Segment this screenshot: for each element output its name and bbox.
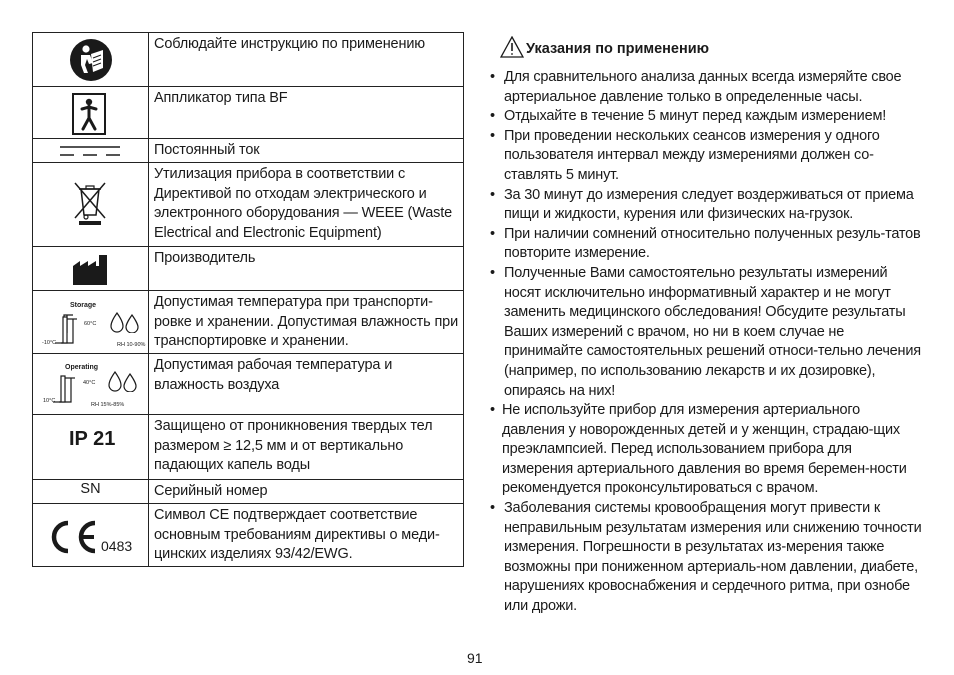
direct-current-icon — [59, 143, 121, 159]
symbol-description: Допустимая рабочая температура и влажность воздуха — [149, 354, 464, 415]
humidity-icon — [109, 311, 141, 333]
symbol-description: Постоянный ток — [149, 139, 464, 163]
symbol-row — [33, 415, 464, 480]
ip-rating-label: IP 21 — [69, 428, 116, 450]
serial-number-symbol: SN — [33, 480, 149, 504]
warning-triangle-icon — [500, 36, 524, 58]
symbol-cell — [33, 87, 149, 139]
operating-label: Operating — [65, 364, 99, 371]
operating-humidity: RH 15%-85% — [91, 402, 125, 408]
symbol-cell — [33, 163, 149, 247]
humidity-icon — [107, 370, 139, 392]
symbol-cell — [33, 139, 149, 163]
storage-temp-high: 60°C — [84, 321, 97, 327]
symbol-row — [33, 354, 464, 415]
list-item: • Полученные Вами самостоятельно результаты измерений носят исключительно информативный характер и не могут заменить медицинского обследования! Обсудите результаты Ваших измерений с врачом, но ни в коем случае не принимайте самостоятельных решений относи-тельно лечения (например, по использованию лекарств и их дозировке), опираясь на них! — [490, 264, 921, 399]
storage-temp-low: -10°C — [42, 340, 57, 346]
list-item: • Не используйте прибор для измерения артериального давления у новорожденных детей и у женщин, страдаю-щих преэклампсией. Перед использованием прибора для измерения артериального давления во время беремен-ности рекомендуется проконсультироваться с врачом. — [490, 402, 907, 497]
symbol-row — [33, 139, 464, 163]
list-item: • При наличии сомнений относительно полученных резуль-татов повторите измерение. — [490, 225, 921, 262]
symbol-row — [33, 291, 464, 354]
symbol-description: Серийный номер — [149, 480, 464, 504]
symbol-row — [33, 480, 464, 504]
list-item: • Заболевания системы кровообращения могут привести к неправильным результатам измерения или снижению точности измерения. Погрешности в результатах из-мерения также возможны при пониженном артериаль-ном давлении, диабете, нарушениях кровоснабжения и сердечного ритма, при ознобе или дрожи. — [490, 500, 922, 615]
symbol-cell — [33, 247, 149, 291]
read-manual-icon — [69, 38, 113, 82]
guidance-section — [490, 36, 924, 617]
page-number: 91 — [467, 650, 483, 666]
symbol-cell — [33, 291, 149, 354]
symbol-row — [33, 504, 464, 567]
guidance-list — [490, 68, 924, 617]
operating-conditions-icon — [33, 354, 148, 414]
storage-humidity: RH 10-90% — [117, 342, 146, 348]
symbol-row — [33, 247, 464, 291]
operating-temp-high: 40°C — [83, 380, 96, 386]
weee-bin-icon — [73, 180, 107, 226]
symbol-cell — [33, 415, 149, 480]
manufacturer-icon — [72, 254, 110, 286]
storage-conditions-icon — [33, 291, 148, 353]
symbol-cell — [33, 33, 149, 87]
list-item: • Для сравнительного анализа данных всегда измеряйте свое артериальное давление только в определенные часы. — [490, 69, 902, 105]
symbol-description: Защищено от проникновения твердых тел размером ≥ 12,5 мм и от вертикально падающих капель воды — [149, 415, 464, 480]
list-item: • При проведении нескольких сеансов измерения у одного пользователя интервал между измерениями должен со-ставлять 5 минут. — [490, 127, 880, 183]
symbol-cell — [33, 354, 149, 415]
symbol-description: Допустимая температура при транспорти-ровке и хранении. Допустимая влажность при транспортировке и хранении. — [149, 291, 464, 354]
symbol-description: Соблюдайте инструкцию по применению — [149, 33, 464, 87]
operating-temp-low: 10°C — [43, 398, 56, 404]
ce-mark-icon — [46, 520, 98, 554]
symbol-row — [33, 163, 464, 247]
guidance-title: Указания по применению — [526, 41, 710, 57]
list-item: • Отдыхайте в течение 5 минут перед каждым измерением! — [490, 108, 887, 125]
symbol-description: Символ CE подтверждает соответствие основным требованиям директивы о меди-цинских изделиях 93/42/EWG. — [149, 504, 464, 567]
notified-body-number: 0483 — [101, 538, 133, 554]
symbol-description: Аппликатор типа BF — [149, 87, 464, 139]
list-item: • За 30 минут до измерения следует воздерживаться от приема пищи и жидкости, курения или физических на-грузок. — [490, 186, 914, 223]
symbol-cell — [33, 504, 149, 567]
type-bf-applicator-icon — [72, 93, 106, 135]
guidance-header — [490, 36, 924, 68]
storage-label: Storage — [70, 302, 97, 309]
symbol-row — [33, 33, 464, 87]
symbol-description: Утилизация прибора в соответствии с Директивой по отходам электрического и электронного оборудования — WEEE (Waste Electrical and Electronic Equipment) — [149, 163, 464, 247]
symbol-description: Производитель — [149, 247, 464, 291]
symbol-row — [33, 87, 464, 139]
symbols-table — [32, 32, 464, 567]
